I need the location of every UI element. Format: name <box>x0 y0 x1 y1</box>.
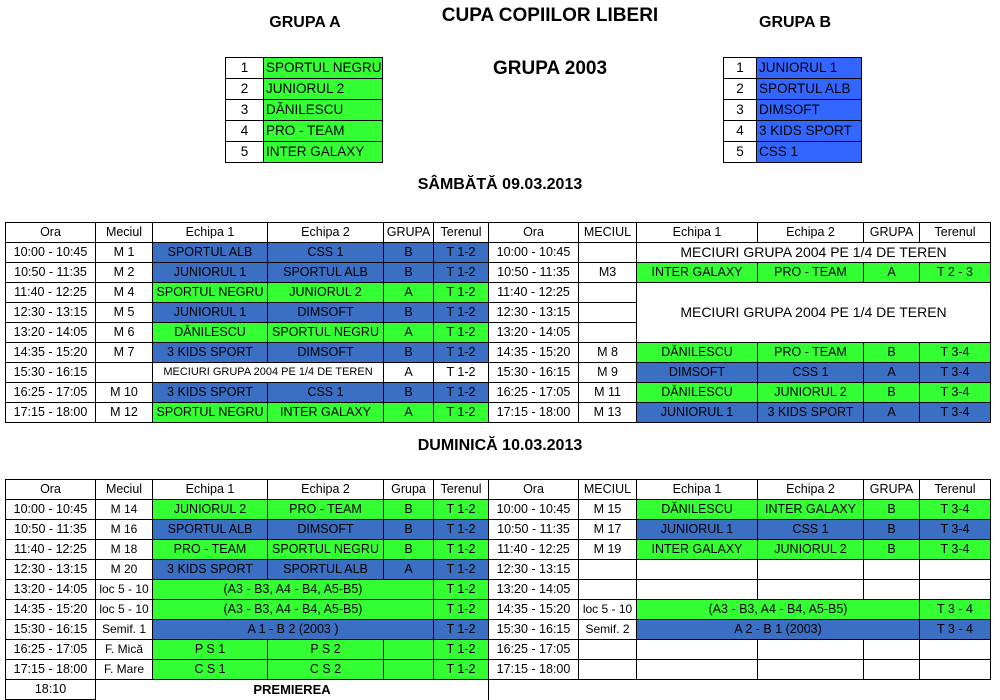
group-team-row <box>724 121 862 142</box>
field-cell: T 1-2 <box>434 323 489 343</box>
team-1: DĂNILESCU <box>637 383 758 403</box>
time-cell: 16:25 - 17:05 <box>489 640 579 660</box>
group-team-row <box>724 100 862 121</box>
match-id: loc 5 - 10 <box>96 580 153 600</box>
team-name: 3 KIDS SPORT <box>757 121 862 142</box>
field-cell: T 3-4 <box>920 540 991 560</box>
match-id: M 13 <box>579 403 637 423</box>
team-rank: 5 <box>226 142 264 163</box>
team-name: DĂNILESCU <box>264 100 383 121</box>
team-2: 3 KIDS SPORT <box>758 403 864 423</box>
time-cell: 14:35 - 15:20 <box>6 600 96 620</box>
team-rank: 2 <box>226 79 264 100</box>
team-2: JUNIORUL 2 <box>758 383 864 403</box>
team-1: 3 KIDS SPORT <box>153 383 268 403</box>
team-1: 3 KIDS SPORT <box>153 343 268 363</box>
empty-cell <box>920 560 991 580</box>
field-cell: T 1-2 <box>434 620 489 640</box>
match-id: M 4 <box>96 283 153 303</box>
match-id: M 7 <box>96 343 153 363</box>
column-header: GRUPA <box>864 480 920 500</box>
match-row <box>6 283 991 303</box>
team-1: INTER GALAXY <box>637 263 758 283</box>
group-cell: B <box>864 520 920 540</box>
empty-cell <box>637 580 758 600</box>
time-cell: 13:20 - 14:05 <box>6 323 96 343</box>
group-cell <box>384 660 434 680</box>
team-1: C S 1 <box>153 660 268 680</box>
group-cell: A <box>384 283 434 303</box>
field-cell: T 3-4 <box>920 363 991 383</box>
time-cell: 17:15 - 18:00 <box>6 660 96 680</box>
column-header: Terenul <box>920 223 991 243</box>
group-team-row <box>724 142 862 163</box>
merged-note: MECIURI GRUPA 2004 PE 1/4 DE TEREN <box>637 243 991 263</box>
team-1: DĂNILESCU <box>637 343 758 363</box>
match-id: M 8 <box>579 343 637 363</box>
match-id: M 12 <box>96 403 153 423</box>
group-cell: B <box>384 343 434 363</box>
group-cell: B <box>384 263 434 283</box>
team-2: JUNIORUL 2 <box>268 283 384 303</box>
field-cell: T 1-2 <box>434 363 489 383</box>
team-2: P S 2 <box>268 640 384 660</box>
field-cell: T 3-4 <box>920 500 991 520</box>
column-header: Terenul <box>920 480 991 500</box>
match-row <box>6 403 991 423</box>
match-row <box>6 580 991 600</box>
match-id: M 19 <box>579 540 637 560</box>
match-id: M 18 <box>96 540 153 560</box>
time-cell: 11:40 - 12:25 <box>489 540 579 560</box>
team-name: INTER GALAXY <box>264 142 383 163</box>
group-cell: B <box>864 540 920 560</box>
match-row <box>6 560 991 580</box>
team-2: SPORTUL NEGRU <box>268 323 384 343</box>
team-rank: 3 <box>226 100 264 121</box>
team-name: JUNIORUL 2 <box>264 79 383 100</box>
time-cell: 14:35 - 15:20 <box>489 600 579 620</box>
field-cell: T 1-2 <box>434 343 489 363</box>
match-row <box>6 540 991 560</box>
team-name: JUNIORUL 1 <box>757 58 862 79</box>
group-a-table <box>225 57 383 163</box>
match-id: M 20 <box>96 560 153 580</box>
team-2: SPORTUL ALB <box>268 263 384 283</box>
time-cell: 10:50 - 11:35 <box>489 263 579 283</box>
merged-match: (A3 - B3, A4 - B4, A5-B5) <box>153 600 434 620</box>
empty-cell <box>920 640 991 660</box>
match-id: M 1 <box>96 243 153 263</box>
match-id <box>579 323 637 343</box>
team-1: JUNIORUL 1 <box>153 263 268 283</box>
team-name: CSS 1 <box>757 142 862 163</box>
empty-cell <box>864 660 920 680</box>
team-1: P S 1 <box>153 640 268 660</box>
group-team-row <box>226 121 383 142</box>
column-header: Terenul <box>434 480 489 500</box>
column-header: Ora <box>6 480 96 500</box>
match-id: loc 5 - 10 <box>579 600 637 620</box>
team-rank: 1 <box>226 58 264 79</box>
team-2: PRO - TEAM <box>758 343 864 363</box>
team-2: INTER GALAXY <box>758 500 864 520</box>
team-1: INTER GALAXY <box>637 540 758 560</box>
group-a-header: GRUPA A <box>269 14 341 31</box>
team-2: CSS 1 <box>758 520 864 540</box>
empty-cell <box>758 580 864 600</box>
team-2: DIMSOFT <box>268 343 384 363</box>
match-id: M 17 <box>579 520 637 540</box>
column-header: Meciul <box>96 480 153 500</box>
time-cell: 14:35 - 15:20 <box>489 343 579 363</box>
team-1: JUNIORUL 1 <box>637 403 758 423</box>
group-team-row <box>226 79 383 100</box>
empty-cell <box>579 560 637 580</box>
team-name: PRO - TEAM <box>264 121 383 142</box>
group-cell: B <box>384 540 434 560</box>
field-cell: T 3-4 <box>920 403 991 423</box>
time-cell: 15:30 - 16:15 <box>6 363 96 383</box>
field-cell: T 3-4 <box>920 383 991 403</box>
match-id: F. Mică <box>96 640 153 660</box>
column-header: Echipa 2 <box>758 480 864 500</box>
time-cell: 14:35 - 15:20 <box>6 343 96 363</box>
column-header: GRUPA <box>864 223 920 243</box>
empty-cell <box>758 660 864 680</box>
column-header: GRUPA <box>384 223 434 243</box>
match-id: M 9 <box>579 363 637 383</box>
team-1: 3 KIDS SPORT <box>153 560 268 580</box>
time-cell: 11:40 - 12:25 <box>489 283 579 303</box>
field-cell: T 3 - 4 <box>920 620 991 640</box>
sunday-date: DUMINICĂ 10.03.2013 <box>417 437 583 454</box>
merged-match: A 1 - B 2 (2003 ) <box>153 620 434 640</box>
time-cell: 15:30 - 16:15 <box>489 620 579 640</box>
match-id: M 2 <box>96 263 153 283</box>
team-1: JUNIORUL 1 <box>153 303 268 323</box>
match-row <box>6 263 991 283</box>
time-cell: 10:50 - 11:35 <box>489 520 579 540</box>
empty-cell <box>758 560 864 580</box>
time-cell: 12:30 - 13:15 <box>6 560 96 580</box>
field-cell: T 2 - 3 <box>920 263 991 283</box>
match-row <box>6 520 991 540</box>
group-cell: B <box>384 500 434 520</box>
empty-cell <box>920 580 991 600</box>
empty-cell <box>637 560 758 580</box>
team-1: SPORTUL NEGRU <box>153 403 268 423</box>
field-cell: T 1-2 <box>434 660 489 680</box>
column-header: Echipa 2 <box>268 480 384 500</box>
column-header: Echipa 1 <box>637 223 758 243</box>
team-2: DIMSOFT <box>268 520 384 540</box>
time-cell: 11:40 - 12:25 <box>6 283 96 303</box>
team-1: DĂNILESCU <box>637 500 758 520</box>
time-cell: 16:25 - 17:05 <box>6 640 96 660</box>
team-2: PRO - TEAM <box>758 263 864 283</box>
empty-cell <box>758 640 864 660</box>
time-cell: 17:15 - 18:00 <box>489 660 579 680</box>
team-rank: 1 <box>724 58 757 79</box>
team-2: INTER GALAXY <box>268 403 384 423</box>
column-header: Echipa 1 <box>153 223 268 243</box>
group-cell: B <box>864 343 920 363</box>
field-cell: T 3 - 4 <box>920 600 991 620</box>
group-team-row <box>724 79 862 100</box>
team-rank: 4 <box>226 121 264 142</box>
group-cell: A <box>864 263 920 283</box>
match-id: M 10 <box>96 383 153 403</box>
time-cell: 18:10 <box>6 680 96 700</box>
group-cell: B <box>864 383 920 403</box>
group-team-row <box>226 58 383 79</box>
match-id: M 6 <box>96 323 153 343</box>
field-cell: T 1-2 <box>434 520 489 540</box>
team-1: SPORTUL ALB <box>153 243 268 263</box>
time-cell: 13:20 - 14:05 <box>489 580 579 600</box>
match-id: M 11 <box>579 383 637 403</box>
time-cell: 12:30 - 13:15 <box>489 560 579 580</box>
field-cell: T 1-2 <box>434 303 489 323</box>
match-row <box>6 620 991 640</box>
column-header: Ora <box>489 223 579 243</box>
match-id <box>579 283 637 303</box>
empty-cell <box>864 640 920 660</box>
match-id: Semif. 1 <box>96 620 153 640</box>
match-id: M 16 <box>96 520 153 540</box>
field-cell: T 1-2 <box>434 243 489 263</box>
column-header: Ora <box>6 223 96 243</box>
match-id: loc 5 - 10 <box>96 600 153 620</box>
time-cell: 17:15 - 18:00 <box>6 403 96 423</box>
empty-cell <box>864 580 920 600</box>
column-header: Ora <box>489 480 579 500</box>
column-header: Echipa 1 <box>153 480 268 500</box>
column-header: Echipa 2 <box>268 223 384 243</box>
team-2: JUNIORUL 2 <box>758 540 864 560</box>
match-id: Semif. 2 <box>579 620 637 640</box>
merged-match: (A3 - B3, A4 - B4, A5-B5) <box>153 580 434 600</box>
field-cell: T 1-2 <box>434 263 489 283</box>
team-2: PRO - TEAM <box>268 500 384 520</box>
empty-cell <box>579 660 637 680</box>
premiere-row <box>6 680 991 700</box>
team-1: DĂNILESCU <box>153 323 268 343</box>
field-cell: T 1-2 <box>434 560 489 580</box>
match-row <box>6 640 991 660</box>
team-2: DIMSOFT <box>268 303 384 323</box>
group-team-row <box>724 58 862 79</box>
match-id <box>96 363 153 383</box>
match-id: M 5 <box>96 303 153 323</box>
match-row <box>6 383 991 403</box>
team-name: SPORTUL NEGRU <box>264 58 383 79</box>
field-cell: T 1-2 <box>434 540 489 560</box>
page-title: CUPA COPIILOR LIBERI <box>441 5 659 26</box>
group-cell: A <box>384 323 434 343</box>
team-1: DIMSOFT <box>637 363 758 383</box>
group-cell: A <box>384 560 434 580</box>
group-cell: A <box>384 403 434 423</box>
group-cell: A <box>384 363 434 383</box>
team-2: CSS 1 <box>758 363 864 383</box>
team-rank: 3 <box>724 100 757 121</box>
field-cell: T 1-2 <box>434 600 489 620</box>
match-row <box>6 243 991 263</box>
team-1: JUNIORUL 2 <box>153 500 268 520</box>
time-cell: 11:40 - 12:25 <box>6 540 96 560</box>
time-cell: 15:30 - 16:15 <box>489 363 579 383</box>
team-2: SPORTUL NEGRU <box>268 540 384 560</box>
time-cell: 10:50 - 11:35 <box>6 520 96 540</box>
time-cell: 16:25 - 17:05 <box>6 383 96 403</box>
team-rank: 2 <box>724 79 757 100</box>
premiere-label: PREMIEREA <box>96 680 489 700</box>
time-cell: 10:00 - 10:45 <box>6 243 96 263</box>
field-cell: T 1-2 <box>434 283 489 303</box>
team-1: PRO - TEAM <box>153 540 268 560</box>
time-cell: 16:25 - 17:05 <box>489 383 579 403</box>
field-cell: T 1-2 <box>434 580 489 600</box>
match-id <box>579 243 637 263</box>
header-row <box>6 480 991 500</box>
column-header: Grupa <box>384 480 434 500</box>
group-cell: B <box>384 520 434 540</box>
team-2: CSS 1 <box>268 383 384 403</box>
group-team-row <box>226 142 383 163</box>
group-cell: B <box>384 303 434 323</box>
column-header: MECIUL <box>579 480 637 500</box>
match-id: M 15 <box>579 500 637 520</box>
page-subtitle: GRUPA 2003 <box>492 58 608 79</box>
field-cell: T 3-4 <box>920 343 991 363</box>
time-cell: 17:15 - 18:00 <box>489 403 579 423</box>
time-cell: 12:30 - 13:15 <box>6 303 96 323</box>
match-row <box>6 600 991 620</box>
column-header: Meciul <box>96 223 153 243</box>
match-row <box>6 363 991 383</box>
match-id: F. Mare <box>96 660 153 680</box>
merged-note: MECIURI GRUPA 2004 PE 1/4 DE TEREN <box>637 283 991 343</box>
time-cell: 15:30 - 16:15 <box>6 620 96 640</box>
match-row <box>6 500 991 520</box>
time-cell: 10:00 - 10:45 <box>6 500 96 520</box>
time-cell: 10:50 - 11:35 <box>6 263 96 283</box>
time-cell: 12:30 - 13:15 <box>489 303 579 323</box>
merged-note: MECIURI GRUPA 2004 PE 1/4 DE TEREN <box>153 363 384 383</box>
team-2: CSS 1 <box>268 243 384 263</box>
column-header: Terenul <box>434 223 489 243</box>
saturday-schedule-table <box>5 222 991 423</box>
team-1: SPORTUL ALB <box>153 520 268 540</box>
match-id <box>579 303 637 323</box>
group-b-header: GRUPA B <box>759 14 831 31</box>
empty-cell <box>864 560 920 580</box>
time-cell: 13:20 - 14:05 <box>6 580 96 600</box>
group-cell: B <box>864 500 920 520</box>
empty-cell <box>920 660 991 680</box>
time-cell: 10:00 - 10:45 <box>489 243 579 263</box>
header-row <box>6 223 991 243</box>
group-cell: A <box>864 403 920 423</box>
group-cell: B <box>384 243 434 263</box>
team-rank: 5 <box>724 142 757 163</box>
team-2: SPORTUL ALB <box>268 560 384 580</box>
field-cell: T 1-2 <box>434 640 489 660</box>
team-1: SPORTUL NEGRU <box>153 283 268 303</box>
empty-cell <box>579 640 637 660</box>
empty-cell <box>579 580 637 600</box>
time-cell: 10:00 - 10:45 <box>489 500 579 520</box>
match-id: M3 <box>579 263 637 283</box>
field-cell: T 1-2 <box>434 383 489 403</box>
saturday-date: SÂMBĂTĂ 09.03.2013 <box>417 176 583 193</box>
match-row <box>6 343 991 363</box>
team-1: JUNIORUL 1 <box>637 520 758 540</box>
group-cell <box>384 640 434 660</box>
match-id: M 14 <box>96 500 153 520</box>
merged-match: (A3 - B3, A4 - B4, A5-B5) <box>637 600 920 620</box>
time-cell: 13:20 - 14:05 <box>489 323 579 343</box>
field-cell: T 3-4 <box>920 520 991 540</box>
field-cell: T 1-2 <box>434 500 489 520</box>
team-name: DIMSOFT <box>757 100 862 121</box>
group-team-row <box>226 100 383 121</box>
empty-cell <box>637 640 758 660</box>
group-cell: A <box>864 363 920 383</box>
group-b-table <box>723 57 862 163</box>
sunday-schedule-table <box>5 479 991 700</box>
column-header: Echipa 2 <box>758 223 864 243</box>
column-header: Echipa 1 <box>637 480 758 500</box>
empty-cell <box>637 660 758 680</box>
team-name: SPORTUL ALB <box>757 79 862 100</box>
column-header: MECIUL <box>579 223 637 243</box>
team-rank: 4 <box>724 121 757 142</box>
merged-match: A 2 - B 1 (2003) <box>637 620 920 640</box>
field-cell: T 1-2 <box>434 403 489 423</box>
team-2: C S 2 <box>268 660 384 680</box>
group-cell: B <box>384 383 434 403</box>
match-row <box>6 660 991 680</box>
